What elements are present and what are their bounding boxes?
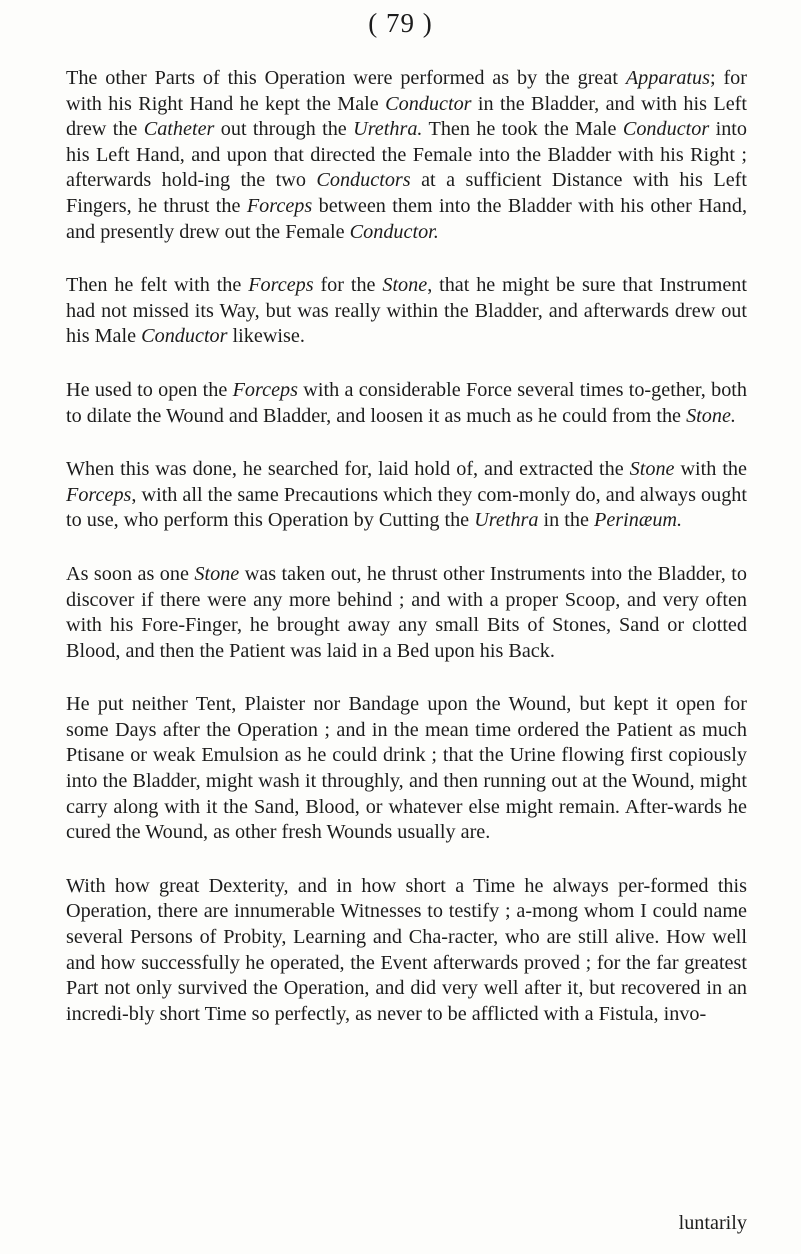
text-run: with a considerable Force several times to-gether, both to dilate the Wound and Bladder, and loosen it as much as he could from the <box>66 378 748 427</box>
italic-run: Urethra <box>474 509 539 532</box>
text-run: He put neither Tent, Plaister nor Bandage upon the Wound, but kept it open for some Days after the Operation ; and in the mean time ordered the Patient as much Ptisane or weak Emulsion as he could drink ; that the Urine flowing first copiously into the Bladder, might wash it throughly, and then running out at the Wound, might carry along with it the Sand, Blood, or whatever else might remain. After-wards he cured the Wound, as other fresh Wounds usually are. <box>66 693 747 844</box>
text-run: into his Left Hand, and upon that directed the Female into the Bladder with his Right ; afterwards hold-ing the two <box>66 118 748 192</box>
paragraph <box>66 874 747 1028</box>
text-run: Then he took the Male <box>422 118 623 141</box>
catchword: luntarily <box>678 1212 747 1234</box>
italic-run: Conductor <box>385 92 472 115</box>
italic-run: Forceps <box>66 483 132 506</box>
italic-run: Stone <box>629 458 675 481</box>
paragraph <box>66 692 747 846</box>
body-text <box>66 66 747 1055</box>
text-run: between them into the Bladder with his other Hand, and presently drew out the Female <box>66 194 747 243</box>
italic-run: Urethra. <box>353 118 423 141</box>
text-run: He used to open the <box>66 378 233 401</box>
text-run: The other Parts of this Operation were performed as by the great <box>66 67 626 89</box>
text-run: , with all the same Precautions which they com-monly do, and always ought to use, who perform this Operation by Cutting the <box>66 483 747 532</box>
text-run: with the <box>674 458 747 481</box>
text-run: in the <box>538 509 595 532</box>
italic-run: Conductor <box>141 325 228 348</box>
text-run: out through the <box>214 118 354 141</box>
italic-run: Conductor. <box>349 220 439 243</box>
italic-run: Stone <box>194 562 240 585</box>
paragraph <box>66 378 747 429</box>
italic-run: Conductors <box>316 169 411 192</box>
text-run: With how great Dexterity, and in how short a Time he always per-formed this Operation, there are innumerable Witnesses to testify ; a-mong whom I could name several Persons of Probity, Learning and Cha-racter, who are still alive. How well and how successfully he operated, the Event afterwards proved ; for the far greatest Part not only survived the Operation, and did very well after it, but recovered in an incredi-bly short Time so perfectly, as never to be afflicted with a Fistula, invo- <box>66 874 747 1025</box>
italic-run: Catheter <box>143 118 215 141</box>
text-run: , that he might be sure that Instrument had not missed its Way, but was really within the Bladder, and afterwards drew out his Male <box>66 274 747 348</box>
page-number: ( 79 ) <box>368 8 433 38</box>
text-run: ; for with his Right Hand he kept the Male <box>66 67 747 115</box>
text-run: As soon as one <box>66 562 195 585</box>
italic-run: Stone. <box>686 404 736 427</box>
italic-run: Forceps <box>232 378 298 401</box>
italic-run: Perinæum. <box>594 509 683 532</box>
paragraph <box>66 562 747 664</box>
paragraph <box>66 273 747 350</box>
text-run: likewise. <box>227 325 305 348</box>
text-run: was taken out, he thrust other Instruments into the Bladder, to discover if there were any more behind ; and with a proper Scoop, and very often with his Fore-Finger, he brought away any small Bits of Stones, Sand or clotted Blood, and then the Patient was laid in a Bed upon his Back. <box>66 562 747 662</box>
italic-run: Forceps <box>248 274 314 297</box>
text-run: When this was done, he searched for, laid hold of, and extracted the <box>66 458 630 481</box>
text-run: Then he felt with the <box>66 274 249 297</box>
paragraph <box>66 457 747 534</box>
text-run: at a sufficient Distance with his Left Fingers, he thrust the <box>66 169 747 217</box>
italic-run: Apparatus <box>625 67 710 89</box>
text-run: for the <box>313 274 383 297</box>
italic-run: Conductor <box>622 118 710 141</box>
italic-run: Forceps <box>246 194 313 217</box>
paragraph <box>66 66 747 245</box>
italic-run: Stone <box>382 274 428 297</box>
text-run: in the Bladder, and with his Left drew the <box>66 92 747 141</box>
